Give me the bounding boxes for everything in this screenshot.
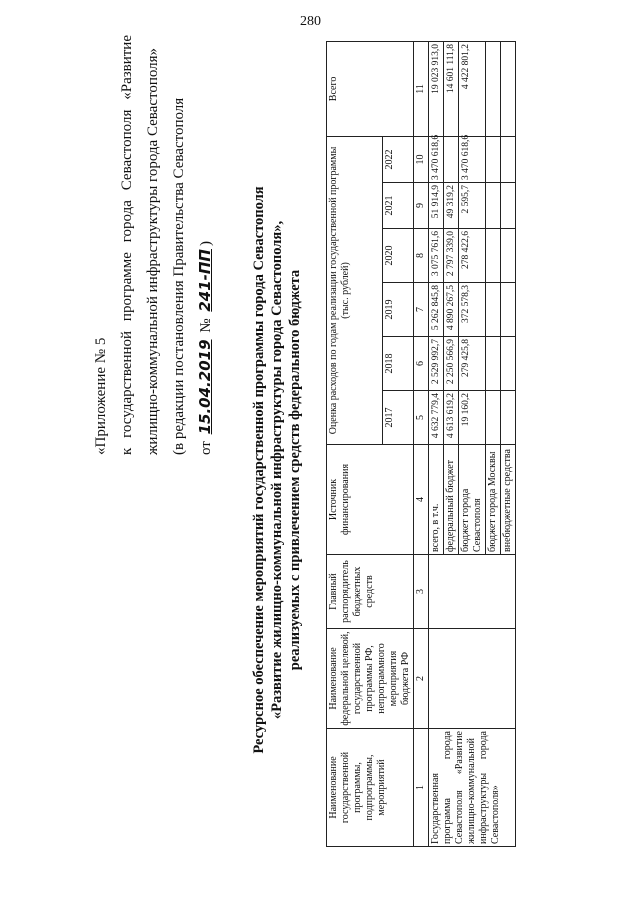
value-cell: 4 890 267,5 [444, 283, 459, 337]
col-number: 10 [414, 136, 429, 182]
value-cell: 5 262 845,8 [429, 283, 444, 337]
value-cell: 4 613 619,2 [444, 391, 459, 445]
resource-table [326, 41, 516, 847]
value-cell [486, 391, 501, 445]
total-cell: 19 023 913,0 [429, 41, 444, 136]
year-header: 2018 [382, 337, 413, 391]
title-line-1: Ресурсное обеспечение мероприятий государственной программы города Севастополя [251, 186, 267, 754]
value-cell [501, 391, 516, 445]
federal-program-cell [429, 629, 516, 729]
value-cell: 2 250 566,9 [444, 337, 459, 391]
budget-manager-cell [429, 555, 516, 629]
col-number: 6 [414, 337, 429, 391]
col-number: 11 [414, 41, 429, 136]
value-cell: 3 470 618,6 [459, 136, 486, 182]
table-row [429, 41, 444, 846]
header-estimate: Оценка расходов по годам реализации государственной программы (тыс. рублей) [327, 136, 383, 444]
annex-title: «Приложение № 5 [93, 337, 109, 455]
total-cell [501, 41, 516, 136]
value-cell [486, 183, 501, 229]
value-cell: 2 529 992,7 [429, 337, 444, 391]
year-header: 2021 [382, 183, 413, 229]
total-cell: 4 422 801,2 [459, 41, 486, 136]
col-number: 9 [414, 183, 429, 229]
value-cell: 2 797 339,0 [444, 229, 459, 283]
header-name: Наименование государственной программы, подпрограммы, мероприятий [327, 729, 414, 847]
value-cell [501, 283, 516, 337]
source-cell: внебюджетные средства [501, 445, 516, 555]
value-cell: 49 319,2 [444, 183, 459, 229]
value-cell: 279 425,8 [459, 337, 486, 391]
header-federal-program: Наименование федеральной целевой, государственной программы РФ, непрограммного мероприятия бюджета РФ [327, 629, 414, 729]
value-cell [501, 337, 516, 391]
value-cell: 4 632 779,4 [429, 391, 444, 445]
value-cell [501, 229, 516, 283]
col-number: 1 [414, 729, 429, 847]
value-cell: 278 422,6 [459, 229, 486, 283]
value-cell: 2 595,7 [459, 183, 486, 229]
annex-header [88, 35, 219, 455]
handwritten-number: 241-ПП [196, 249, 214, 312]
year-header: 2017 [382, 391, 413, 445]
value-cell: 3 470 618,6 [429, 136, 444, 182]
col-number: 2 [414, 629, 429, 729]
source-cell: бюджет города Москвы [486, 445, 501, 555]
closing-paren: ) [198, 241, 214, 247]
value-cell: 51 914,9 [429, 183, 444, 229]
header-budget-manager: Главный распорядитель бюджетных средств [327, 555, 414, 629]
header-source: Источник финансирования [327, 445, 414, 555]
col-number: 5 [414, 391, 429, 445]
date-prefix: от [198, 441, 214, 455]
col-number: 3 [414, 555, 429, 629]
value-cell [486, 337, 501, 391]
source-cell: бюджет города Севастополя [459, 445, 486, 555]
annex-edition-note: (в редакции постановления Правительства Севастополя [171, 97, 187, 455]
number-prefix: № [198, 318, 214, 333]
value-cell [501, 183, 516, 229]
annex-date-line [192, 35, 219, 455]
column-number-row [414, 41, 429, 846]
source-cell: федеральный бюджет [444, 445, 459, 555]
value-cell [486, 136, 501, 182]
col-number: 7 [414, 283, 429, 337]
handwritten-date: 15.04.2019 [196, 339, 214, 435]
total-cell [486, 41, 501, 136]
year-header: 2020 [382, 229, 413, 283]
col-number: 8 [414, 229, 429, 283]
year-header: 2022 [382, 136, 413, 182]
page-number: 280 [300, 14, 321, 29]
total-cell: 14 601 111,8 [444, 41, 459, 136]
value-cell: 3 075 761,6 [429, 229, 444, 283]
value-cell [486, 283, 501, 337]
value-cell: 372 578,3 [459, 283, 486, 337]
col-number: 4 [414, 445, 429, 555]
title-line-2: «Развитие жилищно-коммунальной инфраструктуры города Севастополя», [269, 220, 285, 720]
value-cell [444, 136, 459, 182]
source-cell: всего, в т.ч. [429, 445, 444, 555]
value-cell [501, 136, 516, 182]
value-cell: 19 160,2 [459, 391, 486, 445]
document-title [250, 155, 304, 785]
header-row [327, 41, 383, 846]
title-line-3: реализуемых с привлечением средств федерального бюджета [287, 269, 303, 671]
year-header: 2019 [382, 283, 413, 337]
header-total: Всего [327, 41, 414, 136]
program-name-cell: Государственная программа города Севастополя «Развитие жилищно-коммунальной инфраструктуры города Севастополя» [429, 729, 516, 847]
value-cell [486, 229, 501, 283]
annex-program-reference: к государственной программе города Севастополя «Развитие жилищно-коммунальной инфраструктуры города Севастополя» [119, 35, 161, 455]
